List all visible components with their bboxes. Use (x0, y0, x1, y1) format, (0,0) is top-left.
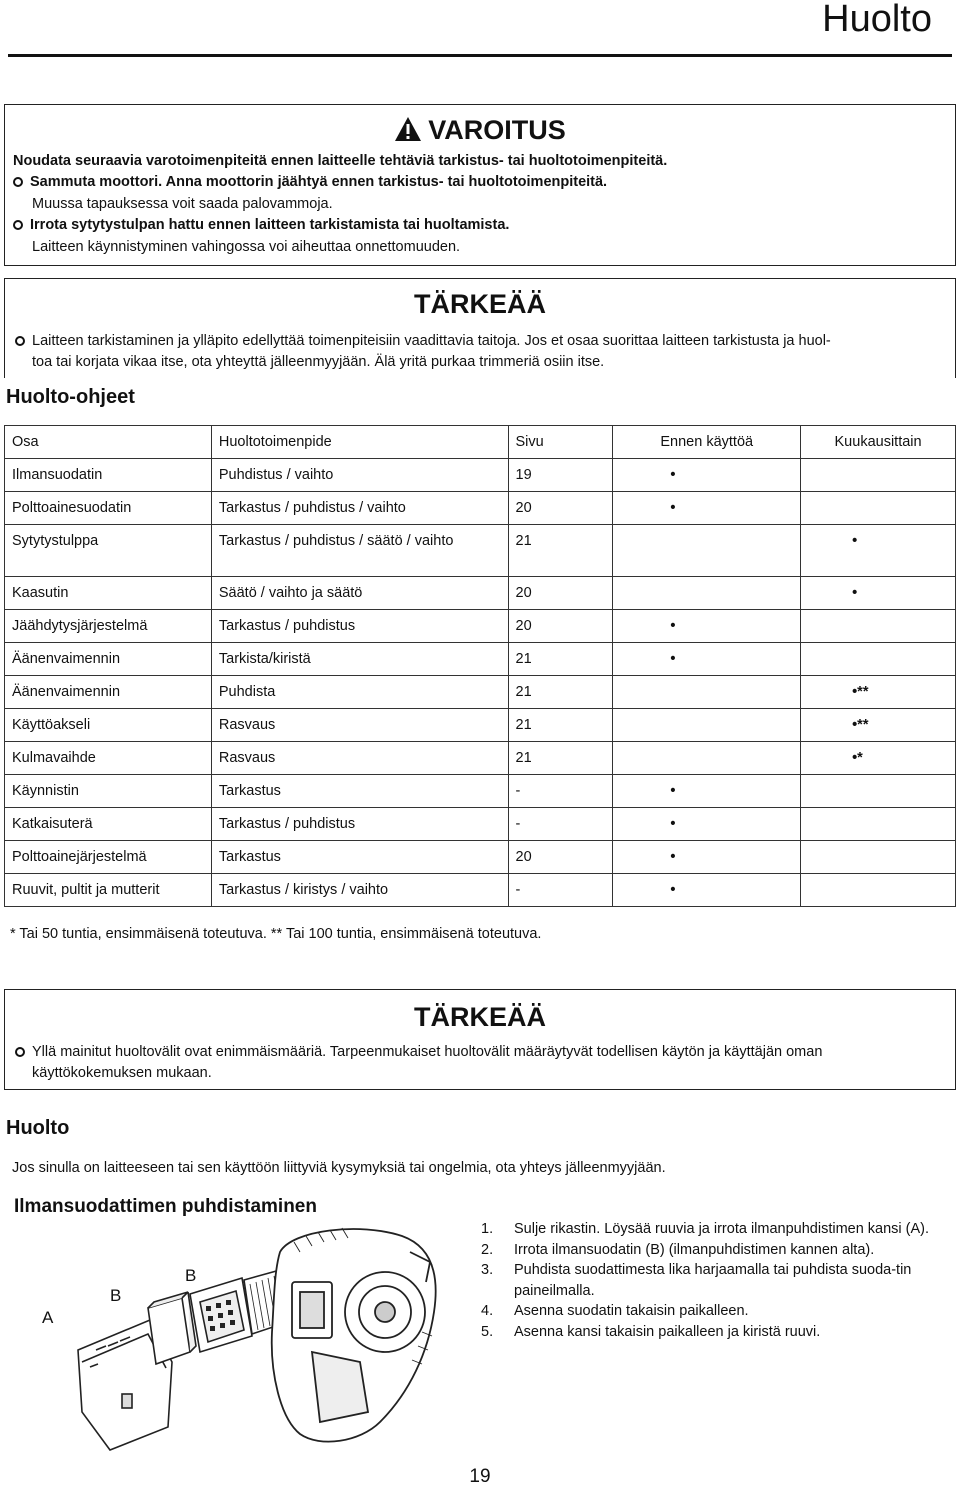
table-row (5, 742, 956, 775)
table-row (5, 676, 956, 709)
col-header-action: Huoltotoimenpide (211, 426, 508, 459)
cell-part: Käynnistin (5, 775, 212, 808)
check-dot: • (852, 533, 858, 549)
step-number: 5. (481, 1323, 494, 1340)
bullet-icon (13, 220, 23, 230)
cell-action: Rasvaus (211, 742, 508, 775)
header-divider (8, 54, 952, 57)
important-2-line-1-text: Yllä mainitut huoltovälit ovat enimmäismääriä. Tarpeenmukaiset huoltovälit määräytyvät todellisen käytön ja käyttäjän oman (32, 1044, 823, 1060)
important-1-title: TÄRKEÄÄ (414, 289, 546, 319)
cell-monthly (801, 742, 956, 775)
cell-before (613, 492, 801, 525)
cell-action: Rasvaus (211, 709, 508, 742)
cell-monthly (801, 492, 956, 525)
cell-action: Tarkastus (211, 775, 508, 808)
warning-item-1-bold: Sammuta moottori. Anna moottorin jäähtyä ennen tarkistus- tai huoltotoimenpiteitä. (30, 174, 608, 190)
list-item (481, 1219, 956, 1240)
warning-item-2 (13, 215, 509, 235)
check-dot: • (670, 500, 676, 516)
table-row (5, 643, 956, 676)
bullet-icon (15, 1047, 25, 1057)
cell-action: Tarkastus / kiristys / vaihto (211, 874, 508, 907)
cell-part: Kaasutin (5, 577, 212, 610)
list-item (481, 1240, 956, 1261)
warning-item-1-text: Muussa tapauksessa voit saada palovammoja. (32, 196, 333, 212)
bullet-icon (15, 336, 25, 346)
important-2-title: TÄRKEÄÄ (414, 1002, 546, 1032)
cell-action: Tarkista/kiristä (211, 643, 508, 676)
table-row (5, 709, 956, 742)
cell-before (613, 841, 801, 874)
step-number: 2. (481, 1241, 494, 1258)
col-header-monthly: Kuukausittain (801, 426, 956, 459)
important-1-line-1 (15, 331, 831, 351)
cell-action: Puhdistus / vaihto (211, 459, 508, 492)
cell-part: Ruuvit, pultit ja mutterit (5, 874, 212, 907)
page-title: Huolto (822, 0, 932, 40)
table-row (5, 841, 956, 874)
cell-before (613, 775, 801, 808)
cell-monthly (801, 676, 956, 709)
cell-before (613, 610, 801, 643)
cell-page: 20 (508, 492, 613, 525)
check-dot: •** (852, 717, 869, 733)
cell-part: Ilmansuodatin (5, 459, 212, 492)
important-box-2 (4, 989, 956, 1090)
warning-intro: Noudata seuraavia varotoimenpiteitä ennen laitteelle tehtäviä tarkistus- tai huoltotoimenpiteitä. (13, 153, 668, 169)
step-text: Asenna kansi takaisin paikalleen ja kiristä ruuvi. (514, 1323, 821, 1340)
maintenance-heading: Huolto-ohjeet (6, 386, 135, 408)
cell-before (613, 643, 801, 676)
warning-triangle-icon (394, 116, 422, 142)
check-dot: •** (852, 684, 869, 700)
step-number: 4. (481, 1303, 494, 1319)
check-dot: • (670, 882, 676, 898)
table-row (5, 577, 956, 610)
cell-before (613, 742, 801, 775)
table-row (5, 874, 956, 907)
warning-box (4, 104, 956, 266)
cell-monthly (801, 610, 956, 643)
check-dot: • (852, 585, 858, 601)
cell-monthly (801, 841, 956, 874)
list-item (481, 1322, 956, 1343)
check-dot: • (670, 816, 676, 832)
table-row (5, 808, 956, 841)
cell-before (613, 525, 801, 577)
table-row (5, 525, 956, 577)
cell-part: Jäähdytysjärjestelmä (5, 610, 212, 643)
service-heading: Huolto (6, 1117, 70, 1139)
cell-page: - (508, 874, 613, 907)
cell-monthly (801, 808, 956, 841)
important-1-line-2: toa tai korjata vikaa itse, ota yhteyttä jälleenmyyjään. Älä yritä purkaa trimmeriä osiin itse. (32, 354, 605, 370)
cell-page: - (508, 808, 613, 841)
cell-before (613, 709, 801, 742)
step-number: 3. (481, 1262, 494, 1278)
cell-action: Tarkastus (211, 841, 508, 874)
list-item (481, 1301, 956, 1322)
cell-part: Sytytystulppa (5, 525, 212, 577)
cell-action: Säätö / vaihto ja säätö (211, 577, 508, 610)
important-1-line-1-text: Laitteen tarkistaminen ja ylläpito edellyttää toimenpiteisiin vaadittavia taitoja. Jos et osaa suorittaa laitteen tarkistusta ja huol- (32, 333, 831, 349)
air-filter-illustration (30, 1222, 460, 1452)
important-2-line-1 (15, 1042, 822, 1062)
cell-part: Äänenvaimennin (5, 676, 212, 709)
cell-action: Tarkastus / puhdistus / säätö / vaihto (211, 525, 508, 577)
step-text: Irrota ilmansuodatin (B) (ilmanpuhdistimen kannen alta). (514, 1241, 875, 1258)
label-b-sponge: B (110, 1286, 122, 1305)
warning-item-2-text: Laitteen käynnistyminen vahingossa voi aiheuttaa onnettomuuden. (32, 239, 461, 255)
label-b-filter: B (185, 1266, 197, 1285)
warning-item-2-bold: Irrota sytytystulpan hattu ennen laitteen tarkistamista tai huoltamista. (30, 217, 510, 233)
important-2-line-2: käyttökokemuksen mukaan. (32, 1065, 212, 1081)
table-row (5, 610, 956, 643)
warning-title-text: VAROITUS (428, 115, 566, 145)
bullet-icon (13, 177, 23, 187)
cell-page: 21 (508, 742, 613, 775)
label-a: A (42, 1308, 54, 1327)
air-cleaner-diagram-icon (30, 1222, 460, 1452)
maintenance-table (4, 425, 956, 907)
cell-action: Puhdista (211, 676, 508, 709)
cell-page: 20 (508, 610, 613, 643)
check-dot: •* (852, 750, 863, 766)
cell-part: Käyttöakseli (5, 709, 212, 742)
col-header-before: Ennen käyttöä (613, 426, 801, 459)
warning-item-1 (13, 172, 607, 192)
cell-action: Tarkastus / puhdistus (211, 610, 508, 643)
cell-before (613, 808, 801, 841)
cell-before (613, 676, 801, 709)
cell-monthly (801, 709, 956, 742)
cell-part: Polttoainesuodatin (5, 492, 212, 525)
col-header-page: Sivu (508, 426, 613, 459)
cell-monthly (801, 643, 956, 676)
check-dot: • (670, 783, 676, 799)
important-box-1 (4, 278, 956, 378)
cell-monthly (801, 459, 956, 492)
table-row (5, 775, 956, 808)
table-row (5, 459, 956, 492)
table-header-row (5, 426, 956, 459)
check-dot: • (670, 618, 676, 634)
check-dot: • (670, 651, 676, 667)
step-text: Puhdista suodattimesta lika harjaamalla tai puhdista suoda-tin paineilmalla. (514, 1262, 912, 1299)
cell-page: 21 (508, 525, 613, 577)
table-row (5, 492, 956, 525)
cell-monthly (801, 525, 956, 577)
list-item (481, 1260, 956, 1301)
service-intro: Jos sinulla on laitteeseen tai sen käyttöön liittyviä kysymyksiä tai ongelmia, ota yhteys jälleenmyyjään. (12, 1160, 666, 1176)
cell-part: Katkaisuterä (5, 808, 212, 841)
cell-part: Polttoainejärjestelmä (5, 841, 212, 874)
cell-page: 20 (508, 841, 613, 874)
step-text: Asenna suodatin takaisin paikalleen. (514, 1303, 749, 1319)
cell-monthly (801, 577, 956, 610)
cell-before (613, 459, 801, 492)
cell-page: 20 (508, 577, 613, 610)
page-number: 19 (469, 1466, 491, 1487)
cell-monthly (801, 874, 956, 907)
cell-page: 21 (508, 709, 613, 742)
check-dot: • (670, 849, 676, 865)
step-number: 1. (481, 1221, 494, 1237)
col-header-part: Osa (5, 426, 212, 459)
step-text: Sulje rikastin. Löysää ruuvia ja irrota ilmanpuhdistimen kansi (A). (514, 1221, 930, 1237)
cell-monthly (801, 775, 956, 808)
check-dot: • (670, 467, 676, 483)
air-filter-steps (481, 1219, 956, 1342)
air-filter-heading: Ilmansuodattimen puhdistaminen (14, 1196, 317, 1217)
cell-page: 21 (508, 676, 613, 709)
warning-title (5, 115, 955, 146)
cell-action: Tarkastus / puhdistus (211, 808, 508, 841)
cell-before (613, 577, 801, 610)
cell-action: Tarkastus / puhdistus / vaihto (211, 492, 508, 525)
cell-page: 21 (508, 643, 613, 676)
cell-part: Kulmavaihde (5, 742, 212, 775)
cell-page: 19 (508, 459, 613, 492)
cell-before (613, 874, 801, 907)
cell-page: - (508, 775, 613, 808)
cell-part: Äänenvaimennin (5, 643, 212, 676)
table-footnote: * Tai 50 tuntia, ensimmäisenä toteutuva. ** Tai 100 tuntia, ensimmäisenä toteutuva. (10, 926, 542, 942)
